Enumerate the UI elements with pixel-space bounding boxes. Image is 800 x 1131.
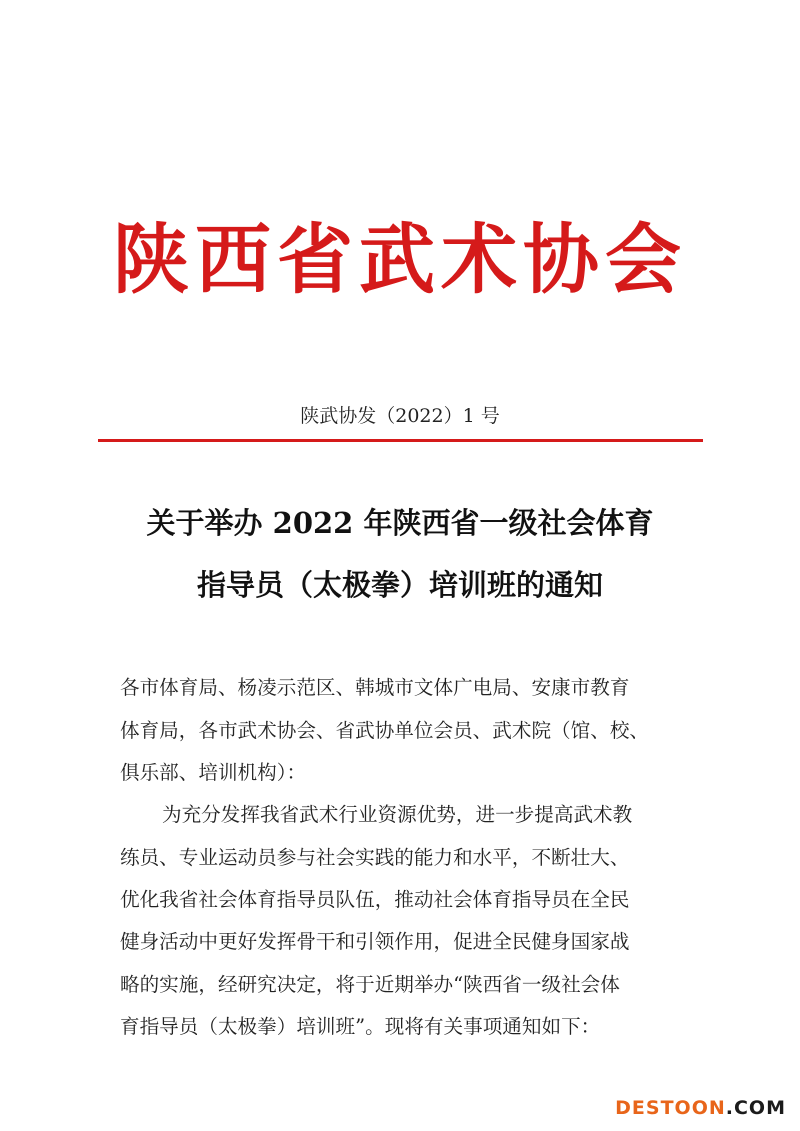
organization-header: 陕西省武术协会 (113, 215, 687, 304)
notice-title-line-1: 关于举办 2022 年陕西省一级社会体育 (146, 506, 654, 540)
notice-title-line-2: 指导员（太极拳）培训班的通知 (196, 568, 603, 602)
document-number: 陕武协发（2022）1 号 (300, 405, 500, 427)
body-line-7: 健身活动中更好发挥骨干和引领作用，促进全民健身国家战 (120, 930, 630, 953)
body-line-3: 俱乐部、培训机构）： (120, 761, 307, 784)
body-line-2: 体育局，各市武术协会、省武协单位会员、武术院（馆、校、 (120, 719, 650, 742)
body-line-9: 育指导员（太极拳）培训班”。现将有关事项通知如下： (120, 1015, 601, 1038)
body-line-6: 优化我省社会体育指导员队伍，推动社会体育指导员在全民 (120, 888, 630, 911)
watermark-brand: DESTOON (615, 1097, 726, 1119)
body-line-8: 略的实施，经研究决定，将于近期举办“陕西省一级社会体 (120, 973, 620, 996)
watermark-suffix: .COM (725, 1097, 786, 1119)
body-line-4: 为充分发挥我省武术行业资源优势，进一步提高武术教 (162, 803, 633, 826)
body-line-1: 各市体育局、杨凌示范区、韩城市文体广电局、安康市教育 (120, 676, 630, 699)
red-divider-line (98, 439, 703, 442)
body-line-5: 练员、专业运动员参与社会实践的能力和水平，不断壮大、 (120, 846, 630, 869)
site-watermark (615, 1097, 786, 1119)
